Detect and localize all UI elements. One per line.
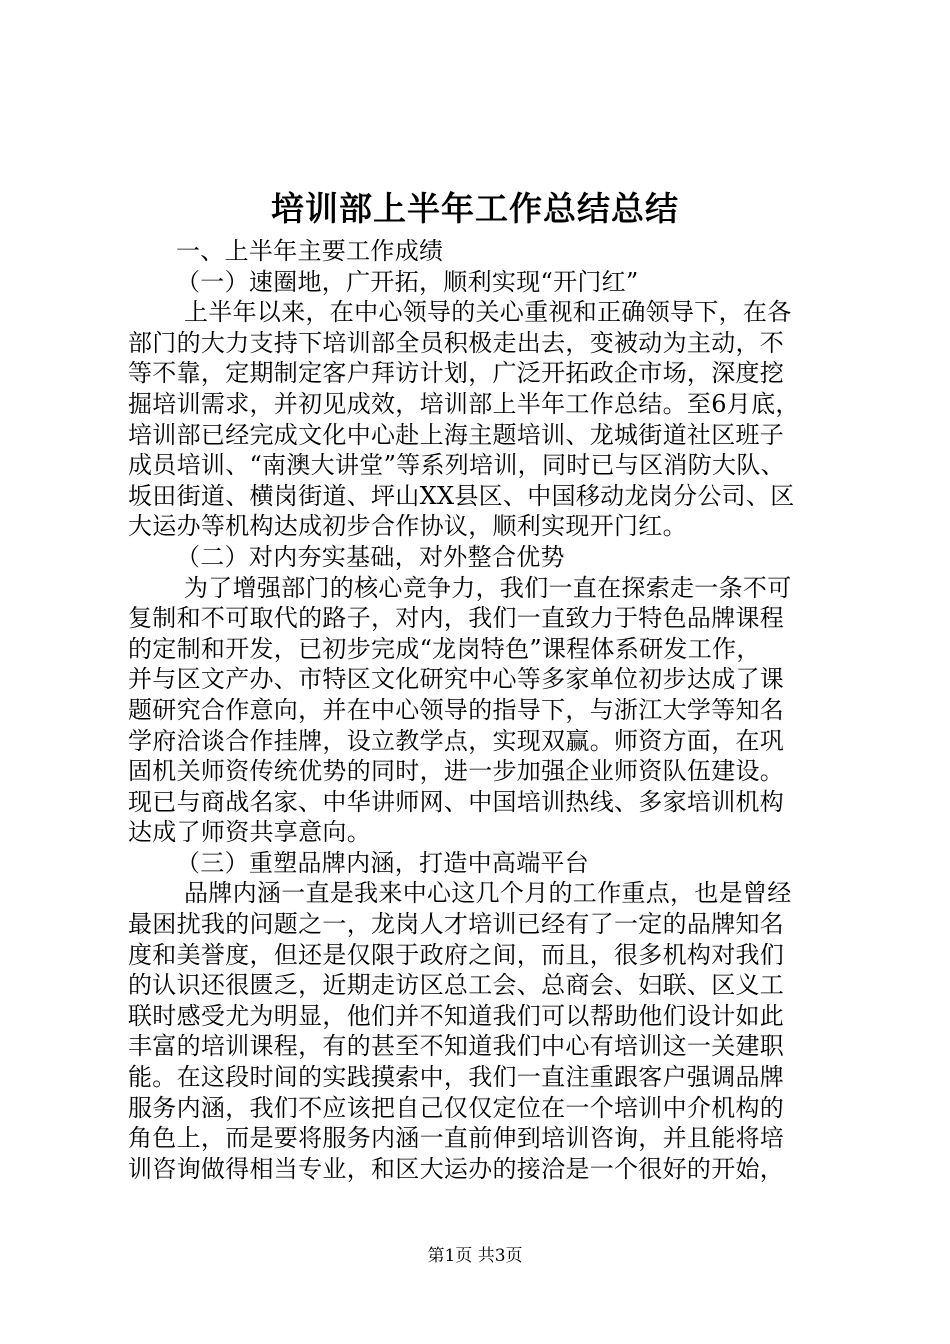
paragraph-line: 品牌内涵一直是我来中心这几个月的工作重点，也是曾经 <box>184 879 792 908</box>
paragraph-line: 服务内涵，我们不应该把自己仅仅定位在一个培训中介机构的 <box>128 1093 785 1122</box>
paragraph-line: 丰富的培训课程，有的甚至不知道我们中心有培训这一关建职 <box>128 1032 785 1061</box>
section-heading: （一）速圈地，广开拓，顺利实现“开门红” <box>176 267 639 296</box>
paragraph-line: 等不靠，定期制定客户拜访计划，广泛开拓政企市场，深度挖 <box>128 359 785 388</box>
paragraph-line: 上半年以来，在中心领导的关心重视和正确领导下，在各 <box>184 298 792 327</box>
section-heading: （三）重塑品牌内涵，打造中高端平台 <box>176 848 590 877</box>
paragraph-line: 现已与商战名家、中华讲师网、中国培训热线、多家培训机构 <box>128 787 785 816</box>
paragraph-line: 并与区文产办、市特区文化研究中心等多家单位初步达成了课 <box>128 665 785 694</box>
paragraph-line: 坂田街道、横岗街道、坪山XX县区、中国移动龙岗分公司、区 <box>128 481 795 510</box>
paragraph-line: 培训部已经完成文化中心赴上海主题培训、龙城街道社区班子 <box>128 420 785 449</box>
paragraph-line: 角色上，而是要将服务内涵一直前伸到培训咨询，并且能将培 <box>128 1124 785 1153</box>
paragraph-line: 训咨询做得相当专业，和区大运办的接洽是一个很好的开始， <box>128 1154 785 1183</box>
paragraph-line: 部门的大力支持下培训部全员积极走出去，变被动为主动，不 <box>128 328 785 357</box>
paragraph-line: 成员培训、“南澳大讲堂”等系列培训，同时已与区消防大队、 <box>128 451 785 480</box>
section-heading: （二）对内夯实基础，对外整合优势 <box>176 542 565 571</box>
paragraph-line: 达成了师资共享意向。 <box>128 818 371 847</box>
paragraph-line: 为了增强部门的核心竞争力，我们一直在探索走一条不可 <box>184 573 792 602</box>
page-footer: 第1页 共3页 <box>427 1246 523 1266</box>
paragraph-line: 题研究合作意向，并在中心领导的指导下，与浙江大学等知名 <box>128 695 785 724</box>
paragraph-line: 掘培训需求，并初见成效，培训部上半年工作总结。至6月底， <box>128 389 800 418</box>
paragraph-line: 学府洽谈合作挂牌，设立教学点，实现双赢。师资方面，在巩 <box>128 726 785 755</box>
paragraph-line: 大运办等机构达成初步合作协议，顺利实现开门红。 <box>128 512 687 541</box>
paragraph-line: 的定制和开发，已初步完成“龙岗特色”课程体系研发工作， <box>128 634 761 663</box>
section-heading: 一、上半年主要工作成绩 <box>176 237 444 265</box>
document-body <box>128 236 828 1184</box>
paragraph-line: 最困扰我的问题之一，龙岗人才培训已经有了一定的品牌知名 <box>128 910 785 939</box>
paragraph-line: 度和美誉度，但还是仅限于政府之间，而且，很多机构对我们 <box>128 940 785 969</box>
paragraph-line: 能。在这段时间的实践摸索中，我们一直注重跟客户强调品牌 <box>128 1063 785 1092</box>
paragraph-line: 复制和不可取代的路子，对内，我们一直致力于特色品牌课程 <box>128 604 785 633</box>
paragraph-line: 联时感受尤为明显，他们并不知道我们可以帮助他们设计如此 <box>128 1001 785 1030</box>
document-title: 培训部上半年工作总结总结 <box>271 189 679 228</box>
paragraph-line: 的认识还很匮乏，近期走访区总工会、总商会、妇联、区义工 <box>128 971 785 1000</box>
paragraph-line: 固机关师资传统优势的同时，进一步加强企业师资队伍建设。 <box>128 757 785 786</box>
